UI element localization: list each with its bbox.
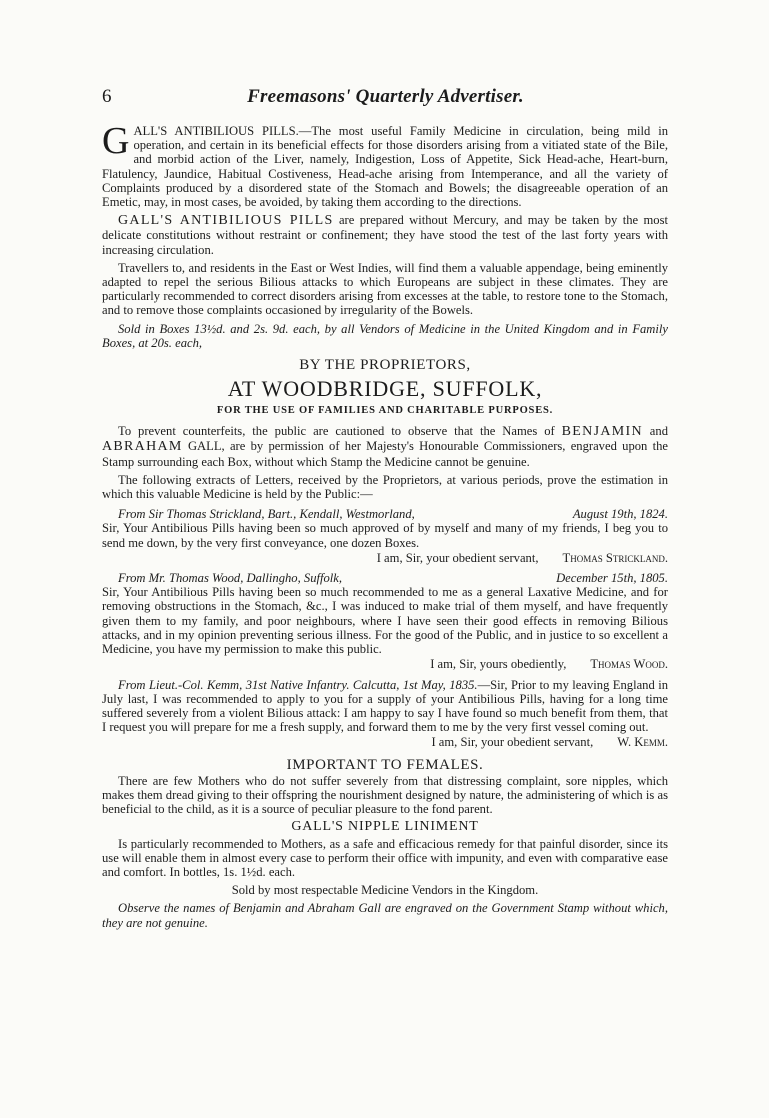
letter-header-strickland: From Sir Thomas Strickland, Bart., Kendall, Westmorland, August 19th, 1824. [118,507,668,522]
letter-signature-strickland: I am, Sir, your obedient servant, Thomas Strickland. [376,550,668,565]
caution-paragraph: To prevent counterfeits, the public are cautioned to observe that the Names of BENJAMIN and ABRAHAM GALL, are by permission of her Majesty's Honourable Commissioners, engraved upon the Stamp surrounding each Box, without which Stamp the Medicine cannot be genuine. [102,424,668,469]
extracts-paragraph: The following extracts of Letters, received by the Proprietors, at various periods, prove the estimation in which this valuable Medicine is held by the Public:— [102,472,668,502]
proprietors-heading: BY THE PROPRIETORS, [299,357,471,374]
intro-paragraph: GALL'S ANTIBILIOUS PILLS.—The most useful Family Medicine in circulation, being mild in operation, and certain in its beneficial effects for those disorders arising from a vitiated state of the Bile, and morbid action of the Liver, namely, Indigestion, Loss of Appetite, Sick Head-ache, Heart-burn, Flatulency, Jaundice, Habitual Costiveness, Head-ache arising from Intemperance, and all the variety of Complaints produced by a disordered state of the Stomach and Bowels; the disagreeable operation of an Emetic, may, in most cases, be avoided, by taking them according to the directions. [102,120,668,210]
preparation-paragraph: GALL'S ANTIBILIOUS PILLS are prepared without Mercury, and may be taken by the most delicate constitutions without restraint or confinement; they have stood the test of the last forty years with increasing circulation. [102,213,668,257]
page-content [102,120,668,934]
observe-paragraph: Observe the names of Benjamin and Abraham Gall are engraved on the Government Stamp without which, they are not genuine. [102,901,668,930]
liniment-heading: GALL'S NIPPLE LINIMENT [291,819,479,835]
location-heading: AT WOODBRIDGE, SUFFOLK, [227,376,543,402]
letter-signature-wood: I am, Sir, yours obediently, Thomas Wood. [430,657,668,672]
letter-header-wood: From Mr. Thomas Wood, Dallingho, Suffolk, December 15th, 1805. [118,571,668,586]
letter-body-strickland: Sir, Your Antibilious Pills having been so much approved of by myself and many of my friends, I beg you to send me down, by the very first conveyance, one dozen Boxes. [102,521,668,550]
liniment-paragraph: Is particularly recommended to Mothers, as a safe and efficacious remedy for that painful disorder, since its use will enable them in almost every case to perform their office with impunity, and even with comparative ease and comfort. In bottles, 1s. 1½d. each. [102,836,668,879]
drop-cap: G [102,120,130,162]
price-paragraph: Sold in Boxes 13½d. and 2s. 9d. each, by all Vendors of Medicine in the United Kingdom and in Family Boxes, at 20s. each, [102,321,668,350]
purpose-heading: FOR THE USE OF FAMILIES AND CHARITABLE PURPOSES. [216,405,554,417]
females-paragraph: There are few Mothers who do not suffer severely from that distressing complaint, sore nipples, which makes them dread giving to their offspring the nourishment designed by nature, the administering of which is as beneficial to the child, as it is a source of peculiar pleasure to the fond parent. [102,773,668,817]
page-number: 6 [102,86,112,107]
letter-body-kemm: From Lieut.-Col. Kemm, 31st Native Infantry. Calcutta, 1st May, 1835.—Sir, Prior to my leaving England in July last, I was recommended to apply to you for a supply of your Antibilious Pills, having for a long time suffered severely from a violent Bilious attack: I am happy to say I have found so much benefit from them, that I request you will prepare for me a fresh supply, and forward them to me by the very first vessel coming out. [102,677,668,735]
running-title: Freemasons' Quarterly Advertiser. [247,86,524,107]
page-header [102,86,669,110]
sold-by-line: Sold by most respectable Medicine Vendors in the Kingdom. [231,883,539,898]
travellers-paragraph: Travellers to, and residents in the East or West Indies, will find them a valuable appendage, being eminently adapted to repel the serious Bilious attacks to which Europeans are subject in these climates. They are particularly recommended to correct disorders arising from excesses at the table, to restore tone to the Stomach, and to remove those complaints occasioned by irregularity of the Bowels. [102,260,668,318]
letter-signature-kemm: I am, Sir, your obedient servant, W. Kemm. [431,735,668,750]
letter-body-wood: Sir, Your Antibilious Pills having been so much recommended to me as a general Laxative Medicine, and for removing obstructions in the Stomach, &c., I was induced to make trial of them myself, and have frequently given them to my family, and poor neighbours, where I have seen their good effects in removing Bilious attacks, and in my opinion preventing serious illness. For the good of the Public, and in justice to so excellent a Medicine, you have my permission to make this public. [102,585,668,657]
females-heading: IMPORTANT TO FEMALES. [286,756,484,773]
